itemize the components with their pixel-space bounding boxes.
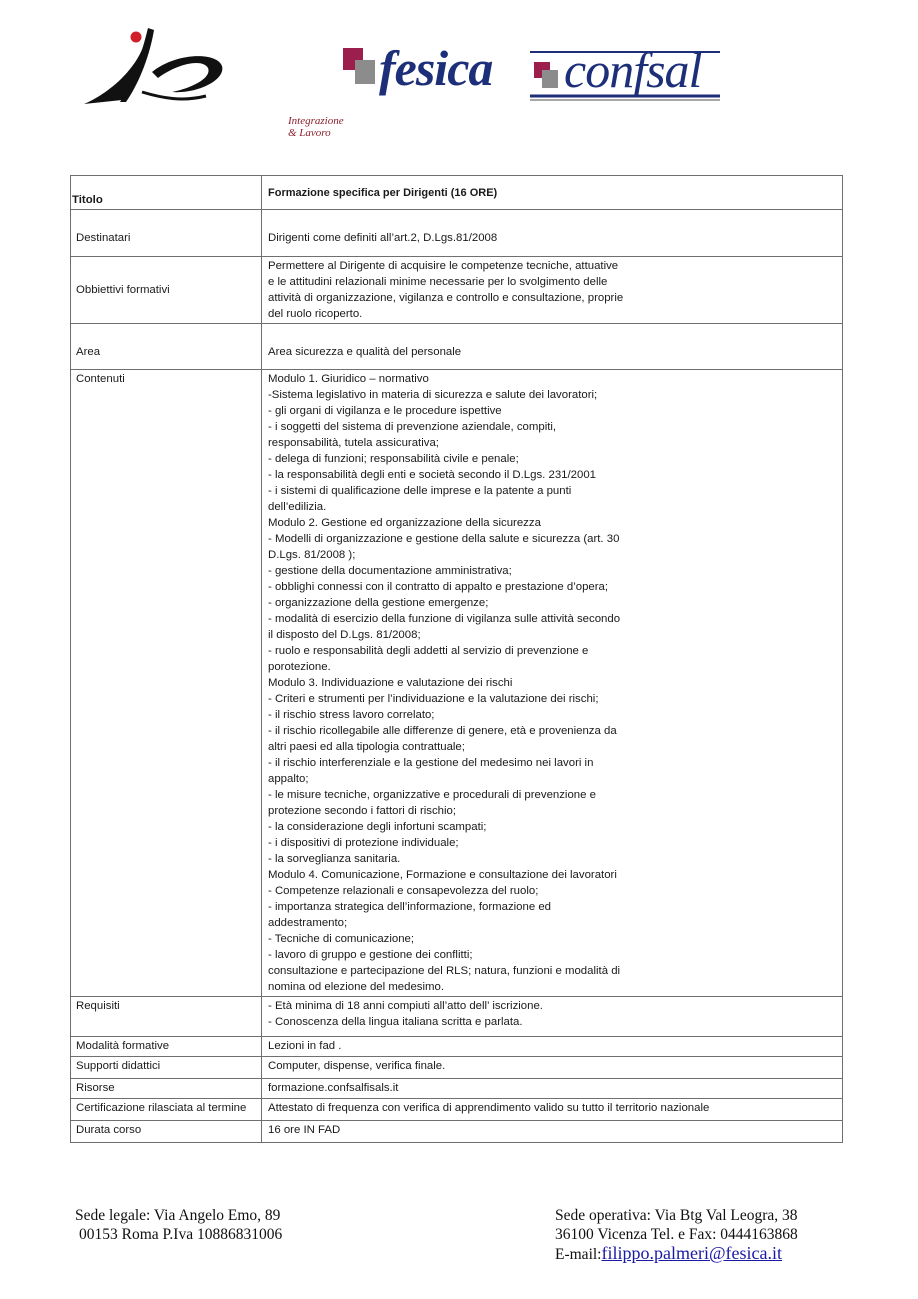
area-value: Area sicurezza e qualità del personale — [262, 324, 843, 370]
email-link[interactable]: filippo.palmeri@fesica.it — [601, 1243, 783, 1263]
obbiettivi-value — [262, 257, 843, 324]
contenuti-line: - la responsabilità degli enti e società secondo il D.Lgs. 231/2001 — [268, 469, 597, 481]
integrazione-lavoro-text: Integrazione & Lavoro — [288, 115, 344, 139]
confsal-wordmark: confsal — [564, 42, 702, 98]
certificazione-value: Attestato di frequenza con verifica di apprendimento valido su tutto il territorio nazionale — [262, 1099, 843, 1121]
integrazione-lavoro-logo — [82, 22, 344, 139]
contenuti-line: Modulo 4. Comunicazione, Formazione e consultazione dei lavoratori — [268, 869, 617, 881]
modalita-value: Lezioni in fad . — [262, 1037, 843, 1057]
requisiti-line: - Età minima di 18 anni compiuti all’atto dell’ iscrizione. — [268, 1000, 543, 1012]
obbiettivi-line: del ruolo ricoperto. — [268, 308, 363, 320]
titolo-value: Formazione specifica per Dirigenti (16 ORE) — [262, 176, 843, 210]
contenuti-line: - gli organi di vigilanza e le procedure ispettive — [268, 405, 502, 417]
table-row-contenuti — [71, 370, 843, 997]
table-row-destinatari — [71, 210, 843, 257]
contenuti-line: altri paesi ed alla tipologia contrattuale; — [268, 741, 465, 753]
footer-vat-line: 00153 Roma P.Iva 10886831006 — [79, 1226, 283, 1243]
fesica-logo — [343, 40, 523, 100]
contenuti-line: - gestione della documentazione amministrativa; — [268, 565, 512, 577]
contenuti-line: - il rischio stress lavoro correlato; — [268, 709, 435, 721]
contenuti-line: - i dispositivi di protezione individuale; — [268, 837, 459, 849]
contenuti-line: - lavoro di gruppo e gestione dei conflitti; — [268, 949, 473, 961]
risorse-value: formazione.confsalfisals.it — [262, 1079, 843, 1099]
contenuti-line: - i sistemi di qualificazione delle imprese e la patente a punti — [268, 485, 572, 497]
footer-operative-line: Sede operativa: Via Btg Val Leogra, 38 — [555, 1207, 798, 1224]
destinatari-label: Destinatari — [71, 210, 262, 257]
table-row-area — [71, 324, 843, 370]
table-row-durata — [71, 1121, 843, 1143]
table-row-titolo — [71, 176, 843, 210]
area-label: Area — [71, 324, 262, 370]
contenuti-value — [262, 370, 843, 997]
contenuti-line: porotezione. — [268, 661, 331, 673]
certificazione-label: Certificazione rilasciata al termine — [71, 1099, 262, 1121]
contenuti-line: - la sorveglianza sanitaria. — [268, 853, 401, 865]
contenuti-label: Contenuti — [71, 370, 262, 997]
obbiettivi-label: Obbiettivi formativi — [71, 257, 262, 324]
table-row-supporti — [71, 1057, 843, 1079]
contenuti-line: - organizzazione della gestione emergenze; — [268, 597, 489, 609]
requisiti-value — [262, 997, 843, 1037]
contenuti-line: Modulo 3. Individuazione e valutazione dei rischi — [268, 677, 513, 689]
durata-value: 16 ore IN FAD — [262, 1121, 843, 1143]
contenuti-line: - le misure tecniche, organizzative e procedurali di prevenzione e — [268, 789, 596, 801]
contenuti-line: - modalità di esercizio della funzione di vigilanza sulle attività secondo — [268, 613, 621, 625]
contenuti-line: dell’edilizia. — [268, 501, 327, 513]
fesica-wordmark: fesica — [379, 40, 493, 96]
table-row-modalita — [71, 1037, 843, 1057]
contenuti-line: - Criteri e strumenti per l’individuazione e la valutazione dei rischi; — [268, 693, 599, 705]
contenuti-line: consultazione e partecipazione del RLS; natura, funzioni e modalità di — [268, 965, 621, 977]
contenuti-line: - la considerazione degli infortuni scampati; — [268, 821, 487, 833]
contenuti-line: - il rischio ricollegabile alle differenze di genere, età e provenienza da — [268, 725, 617, 737]
destinatari-value: Dirigenti come definiti all’art.2, D.Lgs.81/2008 — [262, 210, 843, 257]
obbiettivi-line: e le attitudini relazionali minime necessarie per lo svolgimento delle — [268, 276, 608, 288]
confsal-logo — [530, 40, 720, 106]
modalita-label: Modalità formative — [71, 1037, 262, 1057]
contenuti-line: - Modelli di organizzazione e gestione della salute e sicurezza (art. 30 — [268, 533, 620, 545]
contenuti-line: - delega di funzioni; responsabilità civile e penale; — [268, 453, 519, 465]
risorse-label: Risorse — [71, 1079, 262, 1099]
requisiti-line: - Conoscenza della lingua italiana scritta e parlata. — [268, 1016, 523, 1028]
footer-legal-line: Sede legale: Via Angelo Emo, 89 — [75, 1207, 281, 1224]
course-info-table — [70, 175, 843, 1143]
contenuti-line: addestramento; — [268, 917, 348, 929]
contenuti-line: - Tecniche di comunicazione; — [268, 933, 415, 945]
contenuti-line: - il rischio interferenziale e la gestione del medesimo nei lavori in — [268, 757, 594, 769]
table-row-obbiettivi — [71, 257, 843, 324]
footer-email-line — [555, 1244, 798, 1264]
contenuti-line: - Competenze relazionali e consapevolezza del ruolo; — [268, 885, 539, 897]
integrazione-lavoro-logo-mark — [82, 22, 342, 112]
contenuti-line: protezione secondo i fattori di rischio; — [268, 805, 457, 817]
supporti-label: Supporti didattici — [71, 1057, 262, 1079]
email-label: E-mail: — [555, 1246, 602, 1263]
contenuti-line: - obblighi connessi con il contratto di appalto e prestazione d’opera; — [268, 581, 609, 593]
fesica-square-icon — [343, 48, 377, 88]
contenuti-line: Modulo 2. Gestione ed organizzazione della sicurezza — [268, 517, 541, 529]
table-row-certificazione — [71, 1099, 843, 1121]
requisiti-label: Requisiti — [71, 997, 262, 1037]
contenuti-line: -Sistema legislativo in materia di sicurezza e salute dei lavoratori; — [268, 389, 598, 401]
obbiettivi-line: Permettere al Dirigente di acquisire le competenze tecniche, attuative — [268, 260, 619, 272]
contenuti-line: - ruolo e responsabilità degli addetti al servizio di prevenzione e — [268, 645, 589, 657]
table-row-risorse — [71, 1079, 843, 1099]
contenuti-line: appalto; — [268, 773, 309, 785]
footer-operative-address — [555, 1206, 798, 1264]
table-row-requisiti — [71, 997, 843, 1037]
contenuti-line: responsabilità, tutela assicurativa; — [268, 437, 439, 449]
contenuti-line: il disposto del D.Lgs. 81/2008; — [268, 629, 421, 641]
titolo-label: Titolo — [71, 176, 262, 210]
contenuti-line: - importanza strategica dell’informazione, formazione ed — [268, 901, 552, 913]
footer-legal-address — [75, 1206, 282, 1244]
contenuti-line: - i soggetti del sistema di prevenzione aziendale, compiti, — [268, 421, 557, 433]
footer-phone-line: 36100 Vicenza Tel. e Fax: 0444163868 — [555, 1226, 798, 1243]
supporti-value: Computer, dispense, verifica finale. — [262, 1057, 843, 1079]
contenuti-line: Modulo 1. Giuridico – normativo — [268, 373, 429, 385]
contenuti-line: nomina od elezione del medesimo. — [268, 981, 445, 993]
obbiettivi-line: attività di organizzazione, vigilanza e controllo e consultazione, proprie — [268, 292, 624, 304]
contenuti-line: D.Lgs. 81/2008 ); — [268, 549, 356, 561]
durata-label: Durata corso — [71, 1121, 262, 1143]
